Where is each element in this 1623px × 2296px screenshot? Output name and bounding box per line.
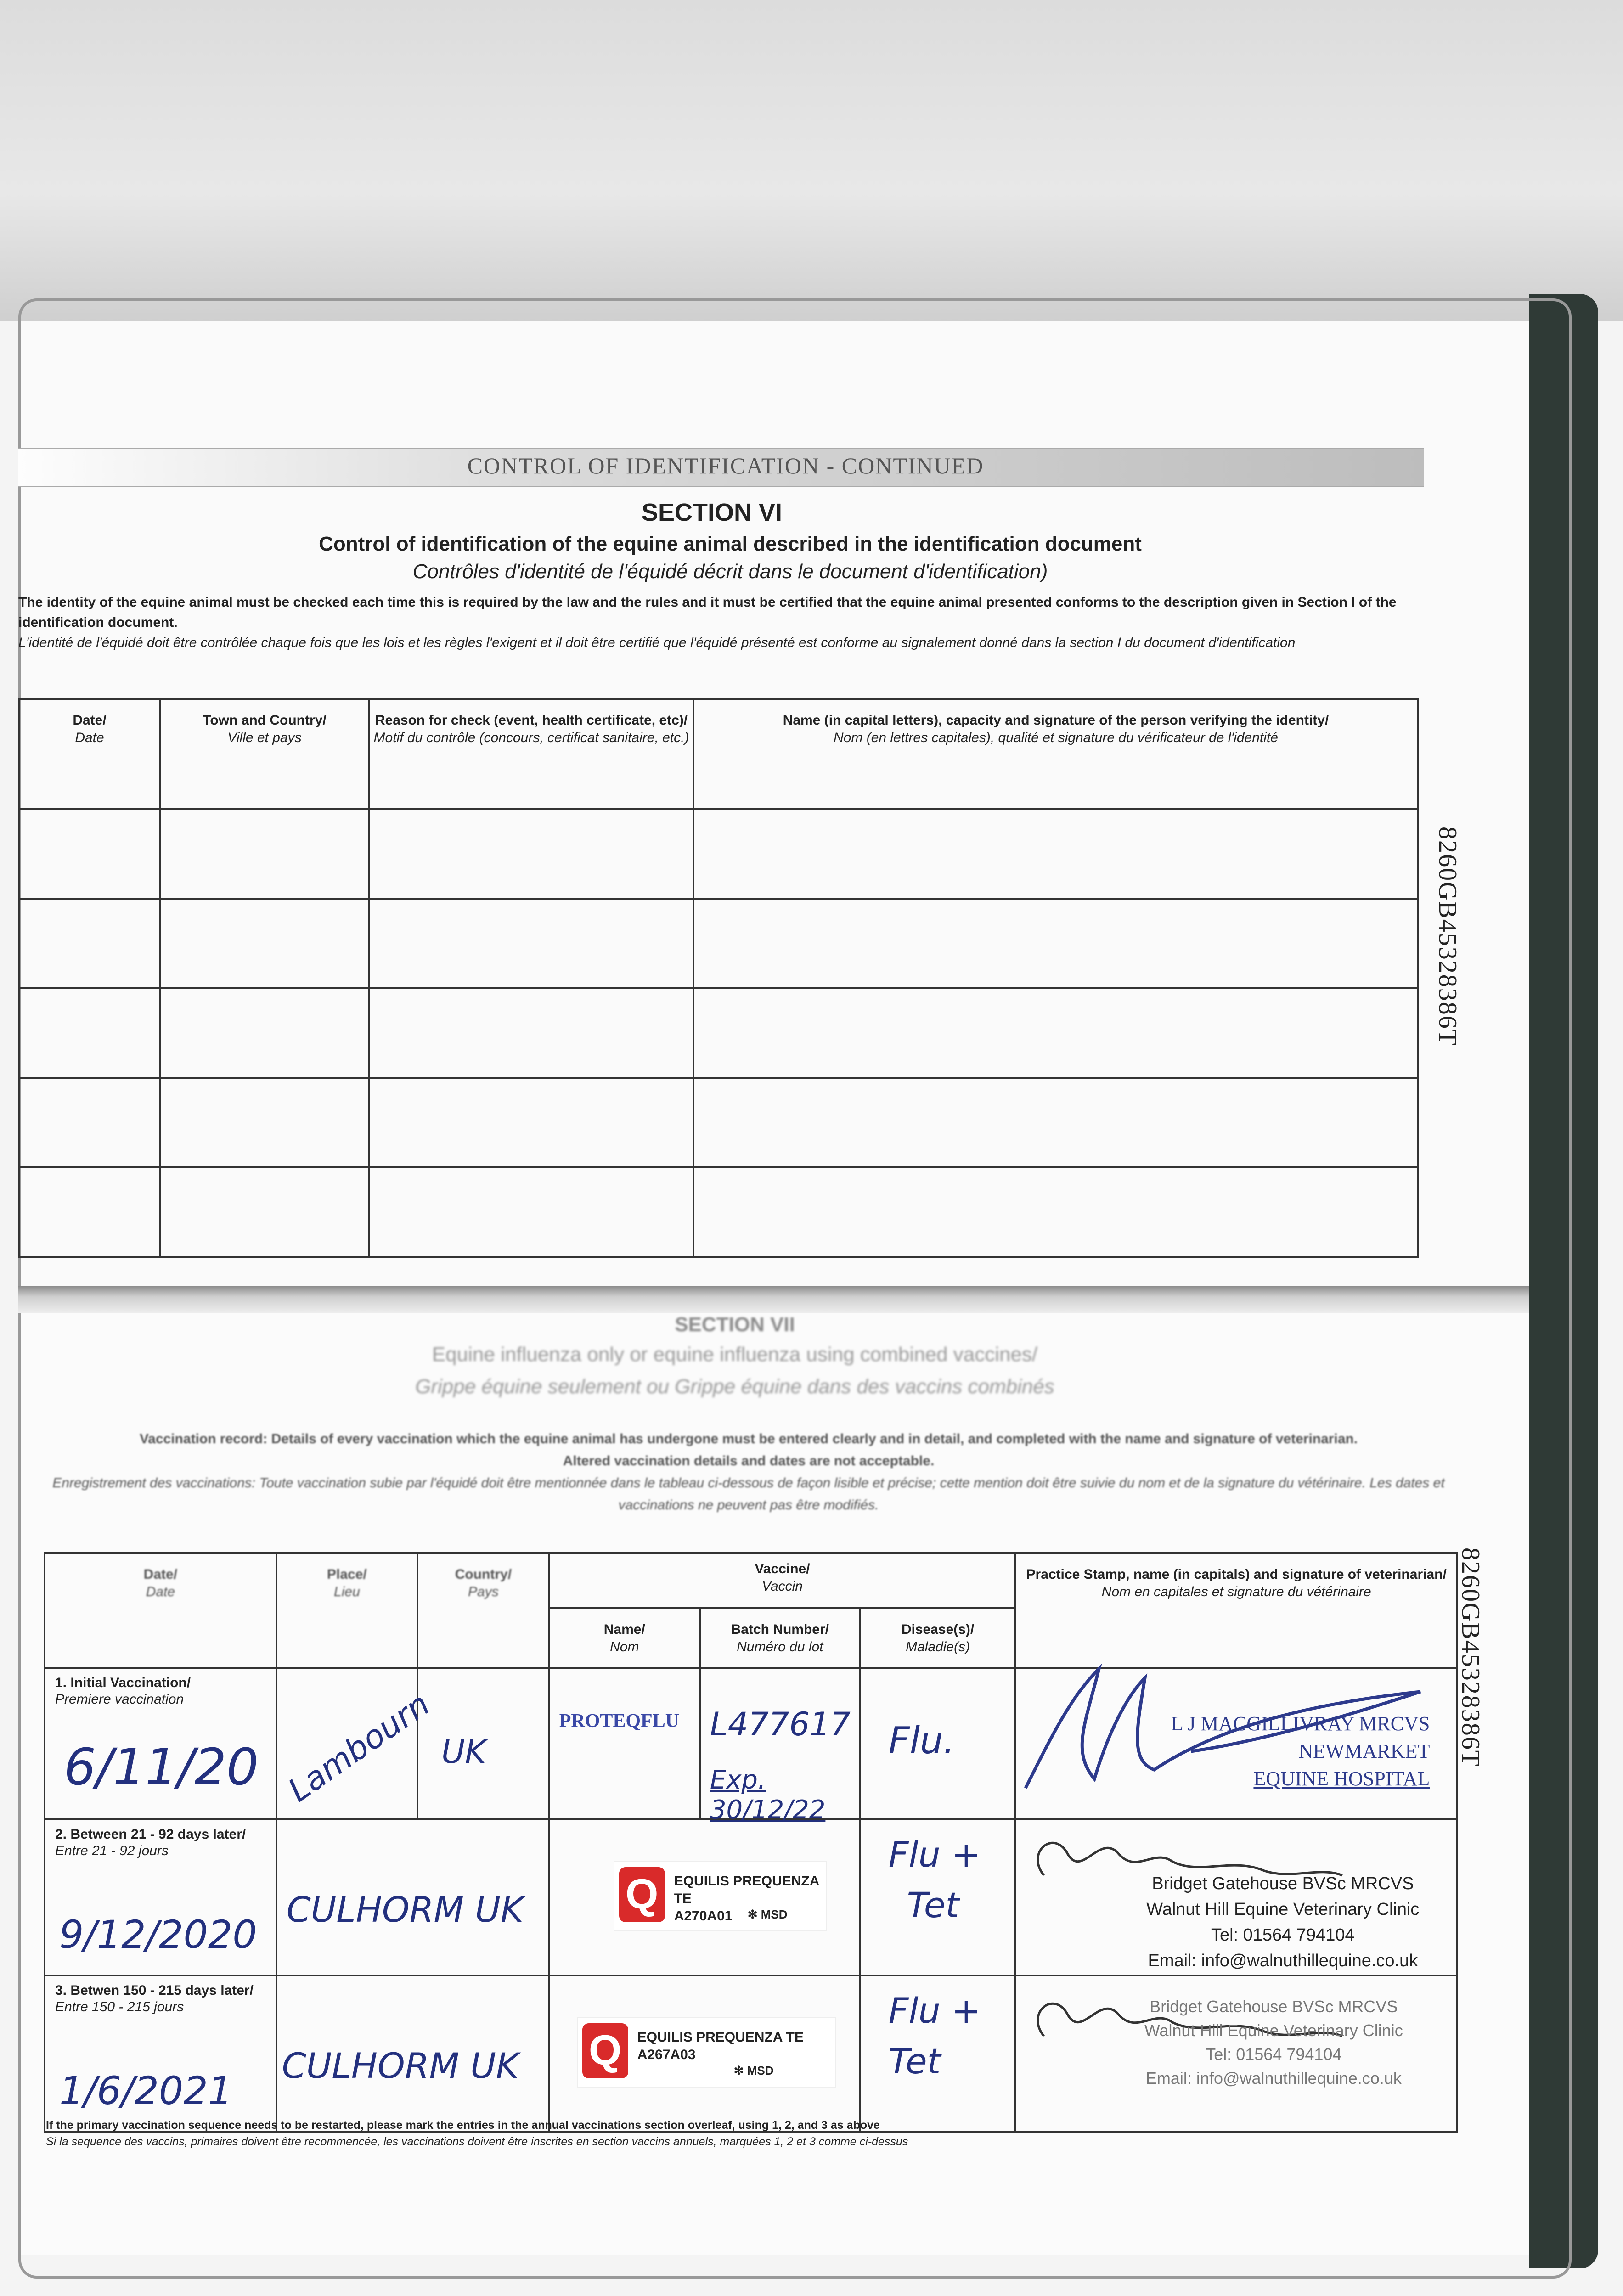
section-vi-instructions — [18, 592, 1424, 653]
q-logo-icon: Q — [582, 2023, 628, 2078]
msd-logo-icon: ✻ MSD — [747, 1908, 788, 1921]
cell-verifier[interactable] — [693, 1167, 1418, 1257]
cell-verifier[interactable] — [693, 809, 1418, 899]
cell-town[interactable] — [160, 899, 369, 988]
cell-verifier[interactable] — [693, 988, 1418, 1078]
vaccination-table — [44, 1552, 1458, 2133]
footnote — [46, 2117, 1424, 2150]
row2-disease-cell[interactable] — [860, 1819, 1016, 1975]
table-row — [19, 1078, 1418, 1167]
vcol-date: Date/ Date — [45, 1553, 276, 1668]
row1-batch: L477617 — [710, 1705, 851, 1743]
row2-disease: Flu + Tet — [888, 1834, 981, 1925]
cell-reason[interactable] — [369, 899, 693, 988]
cell-date[interactable] — [19, 899, 160, 988]
section-vii-subtitle-fr: Grippe équine seulement ou Grippe équine dans des vaccins combinés — [415, 1375, 1054, 1398]
row1-date: 6/11/20 — [64, 1738, 259, 1796]
row1-country-cell[interactable] — [417, 1668, 549, 1819]
row2-place-cell[interactable] — [276, 1819, 549, 1975]
row3-vaccine-cell[interactable] — [549, 1975, 860, 2132]
q-logo-icon: Q — [619, 1867, 665, 1922]
row3-stamp: Bridget Gatehouse BVSc MRCVS Walnut Hill Equine Veterinary Clinic Tel: 01564 794104 Email: info@walnuthillequine.co.uk — [1144, 1997, 1403, 2088]
row1-place-cell[interactable] — [276, 1668, 436, 1819]
row1-disease: Flu. — [888, 1719, 955, 1762]
banner-title: CONTROL OF IDENTIFICATION - CONTINUED — [467, 453, 984, 478]
row1-batch-cell[interactable] — [700, 1668, 860, 1825]
row2-vaccine-cell[interactable] — [549, 1819, 860, 1975]
cell-town[interactable] — [160, 1078, 369, 1167]
row3-place-cell[interactable] — [276, 1975, 549, 2132]
cell-date[interactable] — [19, 1167, 160, 1257]
row2-stamp: Bridget Gatehouse BVSc MRCVS Walnut Hill Equine Veterinary Clinic Tel: 01564 794104 Email: info@walnuthillequine.co.uk — [1146, 1874, 1420, 1970]
footnote-fr: Si la sequence des vaccins, primaires doivent être recommencée, les vaccinations doivent être inscrites en section vaccins annuels, marquées 1, 2 et 3 comme ci-dessus — [46, 2135, 908, 2148]
msd-logo-icon: ✻ MSD — [733, 2064, 774, 2077]
vcol-country: Country/ Pays — [417, 1553, 549, 1668]
vcol-disease: Disease(s)/ Maladie(s) — [860, 1608, 1016, 1668]
section-vi-subtitle-fr: Contrôles d'identité de l'équidé décrit dans le document d'identification) — [412, 560, 1048, 583]
row3-date: 1/6/2021 — [59, 2068, 233, 2113]
cell-date[interactable] — [19, 988, 160, 1078]
cell-reason[interactable] — [369, 1167, 693, 1257]
col-date: Date/ Date — [19, 699, 160, 809]
vii-instruction-en2: Altered vaccination details and dates are not acceptable. — [563, 1453, 935, 1469]
row3-disease-cell[interactable] — [860, 1975, 1016, 2132]
row1-stamp: L J MACGILLIVRAY MRCVS NEWMARKET EQUINE HOSPITAL — [1171, 1712, 1430, 1790]
vaccination-row-2 — [45, 1819, 1457, 1975]
row1-disease-cell[interactable] — [860, 1668, 1016, 1819]
row1-batch-exp: Exp. 30/12/22 — [710, 1765, 826, 1825]
row1-stamp-cell[interactable] — [1015, 1668, 1457, 1819]
page-fold — [18, 1286, 1529, 1313]
vaccine-sticker: Q EQUILIS PREQUENZA TE A270A01 ✻ MSD — [614, 1862, 826, 1930]
row1-place: Lambourn — [281, 1685, 436, 1810]
section-vii-subtitle-en: Equine influenza only or equine influenza using combined vaccines/ — [432, 1343, 1038, 1366]
vaccination-row-1 — [45, 1668, 1457, 1819]
row2-date-cell[interactable]: 2. Between 21 - 92 days later/ Entre 21 - 92 jours 9/12/2020 — [45, 1819, 276, 1975]
instruction-en: The identity of the equine animal must be checked each time this is required by the law and the rules and it must be certified that the equine animal presented conforms to the description given in Section I of the identification document. — [18, 595, 1397, 630]
row1-date-cell[interactable]: 1. Initial Vaccination/ Premiere vaccination 6/11/20 — [45, 1668, 276, 1819]
vcol-batch: Batch Number/ Numéro du lot — [700, 1608, 860, 1668]
col-town-country: Town and Country/ Ville et pays — [160, 699, 369, 809]
vaccination-row-3 — [45, 1975, 1457, 2132]
scan-background — [0, 0, 1623, 321]
cell-town[interactable] — [160, 988, 369, 1078]
cell-reason[interactable] — [369, 988, 693, 1078]
cell-reason[interactable] — [369, 809, 693, 899]
row3-stamp-cell[interactable] — [1015, 1975, 1457, 2132]
row3-disease: Flu + Tet — [888, 1990, 981, 2082]
row2-place: CULHORM UK — [286, 1889, 524, 1930]
instruction-fr: L'identité de l'équidé doit être contrôlée chaque fois que les lois et les règles l'exigent et il doit être certifié que l'équidé présenté est conforme au signalement donné dans la section I du document d'identification — [18, 635, 1296, 650]
footnote-en: If the primary vaccination sequence needs to be restarted, please mark the entries in the annual vaccinations section overleaf, using 1, 2, and 3 as above — [46, 2119, 880, 2132]
passport-serial-bottom: 8260GB45328386T — [1456, 1548, 1485, 1767]
cell-reason[interactable] — [369, 1078, 693, 1167]
table-row — [19, 899, 1418, 988]
vcol-name: Name/ Nom — [549, 1608, 700, 1668]
vcol-vaccine: Vaccine/ Vaccin — [549, 1553, 1016, 1608]
cell-town[interactable] — [160, 1167, 369, 1257]
row1-country: UK — [441, 1733, 486, 1771]
col-reason: Reason for check (event, health certificate, etc)/ Motif du contrôle (concours, certificat sanitaire, etc.) — [369, 699, 693, 809]
passport-serial-top: 8260GB45328386T — [1433, 827, 1462, 1046]
vcol-stamp: Practice Stamp, name (in capitals) and signature of veterinarian/ Nom en capitales et signature du vétérinaire — [1015, 1553, 1457, 1668]
section-vi-subtitle-en: Control of identification of the equine animal described in the identification document — [319, 533, 1142, 555]
col-verifier: Name (in capital letters), capacity and signature of the person verifying the identity/ Nom (en lettres capitales), qualité et signature du vérificateur de l'identité — [693, 699, 1418, 809]
identification-table — [18, 698, 1419, 1258]
table-row — [19, 809, 1418, 899]
row1-vaccine-name-cell[interactable] — [549, 1668, 700, 1819]
vaccine-sticker: Q EQUILIS PREQUENZA TE A267A03 ✻ MSD — [578, 2018, 835, 2087]
vii-instruction-en: Vaccination record: Details of every vaccination which the equine animal has undergone must be entered clearly and in detail, and completed with the name and signature of veterinarian. — [139, 1431, 1358, 1446]
section-vi-title: SECTION VI — [641, 499, 783, 526]
vii-instruction-fr: Enregistrement des vaccinations: Toute vaccination subie par l'équidé doit être mentionnée dans le tableau ci-dessous de façon lisible et précise; cette mention doit être suivie du nom et de la signature du vétérinaire. Les dates et vaccinations ne peuvent pas être modifiés. — [52, 1475, 1445, 1513]
row2-date: 9/12/2020 — [59, 1912, 257, 1957]
cell-date[interactable] — [19, 809, 160, 899]
row3-place: CULHORM UK — [282, 2045, 519, 2086]
cell-verifier[interactable] — [693, 899, 1418, 988]
table-row — [19, 988, 1418, 1078]
cell-town[interactable] — [160, 809, 369, 899]
cell-date[interactable] — [19, 1078, 160, 1167]
row3-date-cell[interactable]: 3. Betwen 150 - 215 days later/ Entre 150 - 215 jours 1/6/2021 — [45, 1975, 276, 2132]
section-vii-instructions — [46, 1428, 1451, 1516]
section-vii-title: SECTION VII — [675, 1313, 795, 1336]
row2-stamp-cell[interactable] — [1015, 1819, 1457, 1975]
cell-verifier[interactable] — [693, 1078, 1418, 1167]
row1-vaccine-name: PROTEQFLU — [559, 1711, 680, 1732]
vcol-place: Place/ Lieu — [276, 1553, 417, 1668]
table-row — [19, 1167, 1418, 1257]
